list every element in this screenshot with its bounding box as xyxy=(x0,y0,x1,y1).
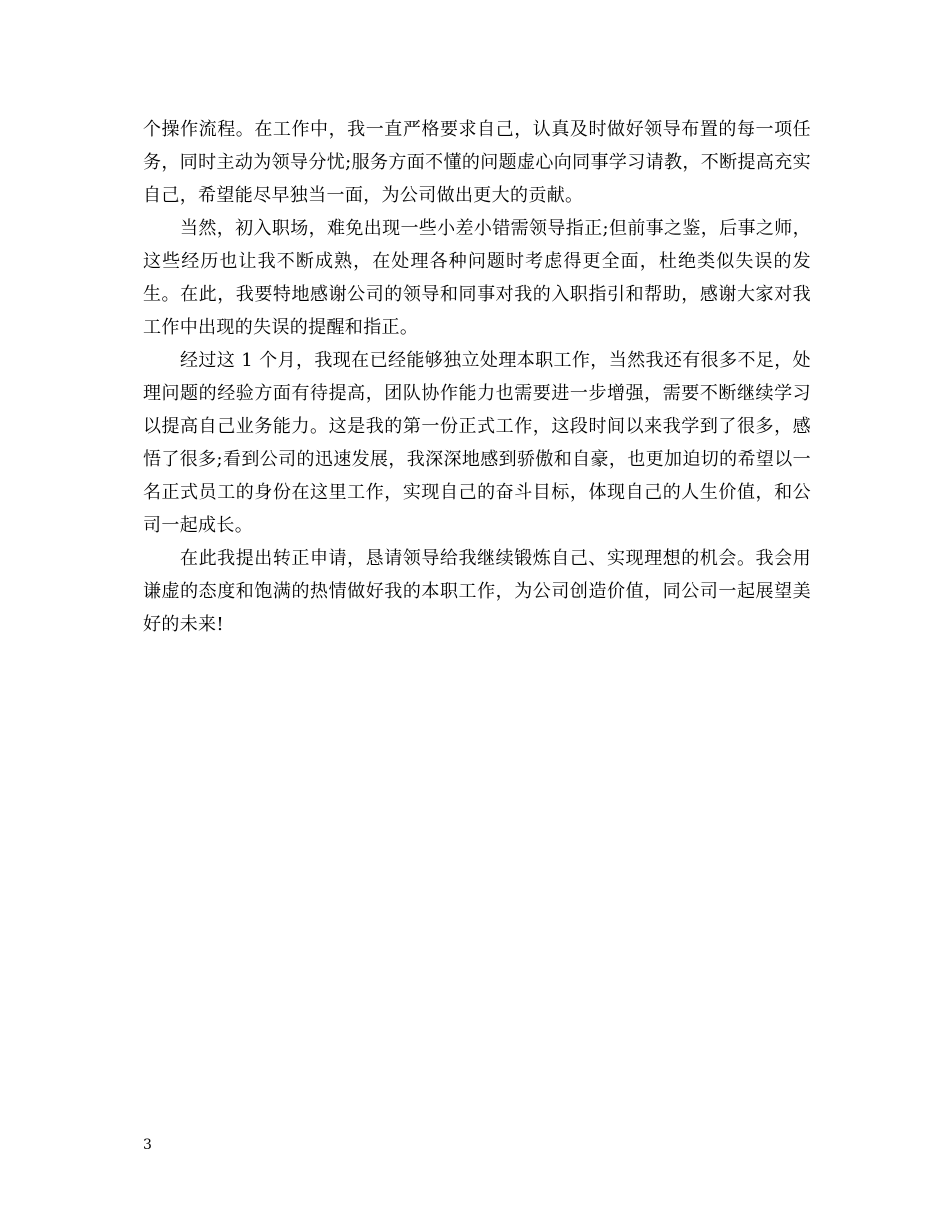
paragraph-4: 在此我提出转正申请，恳请领导给我继续锻炼自己、实现理想的机会。我会用谦虚的态度和饱满的热情做好我的本职工作，为公司创造价值，同公司一起展望美好的未来! xyxy=(143,548,811,635)
document-body xyxy=(143,113,811,641)
paragraph-2: 当然，初入职场，难免出现一些小差小错需领导指正;但前事之鉴，后事之师，这些经历也让我不断成熟，在处理各种问题时考虑得更全面，杜绝类似失误的发生。在此，我要特地感谢公司的领导和同事对我的入职指引和帮助，感谢大家对我工作中出现的失误的提醒和指正。 xyxy=(143,218,811,338)
page-number: 3 xyxy=(143,1137,152,1153)
paragraph-1: 个操作流程。在工作中，我一直严格要求自己，认真及时做好领导布置的每一项任务，同时主动为领导分忧;服务方面不懂的问题虚心向同事学习请教，不断提高充实自己，希望能尽早独当一面，为公司做出更大的贡献。 xyxy=(143,119,811,206)
paragraph-3: 经过这 1 个月，我现在已经能够独立处理本职工作，当然我还有很多不足，处理问题的经验方面有待提高，团队协作能力也需要进一步增强，需要不断继续学习以提高自己业务能力。这是我的第一份正式工作，这段时间以来我学到了很多，感悟了很多;看到公司的迅速发展，我深深地感到骄傲和自豪，也更加迫切的希望以一名正式员工的身份在这里工作，实现自己的奋斗目标，体现自己的人生价值，和公司一起成长。 xyxy=(143,350,811,536)
